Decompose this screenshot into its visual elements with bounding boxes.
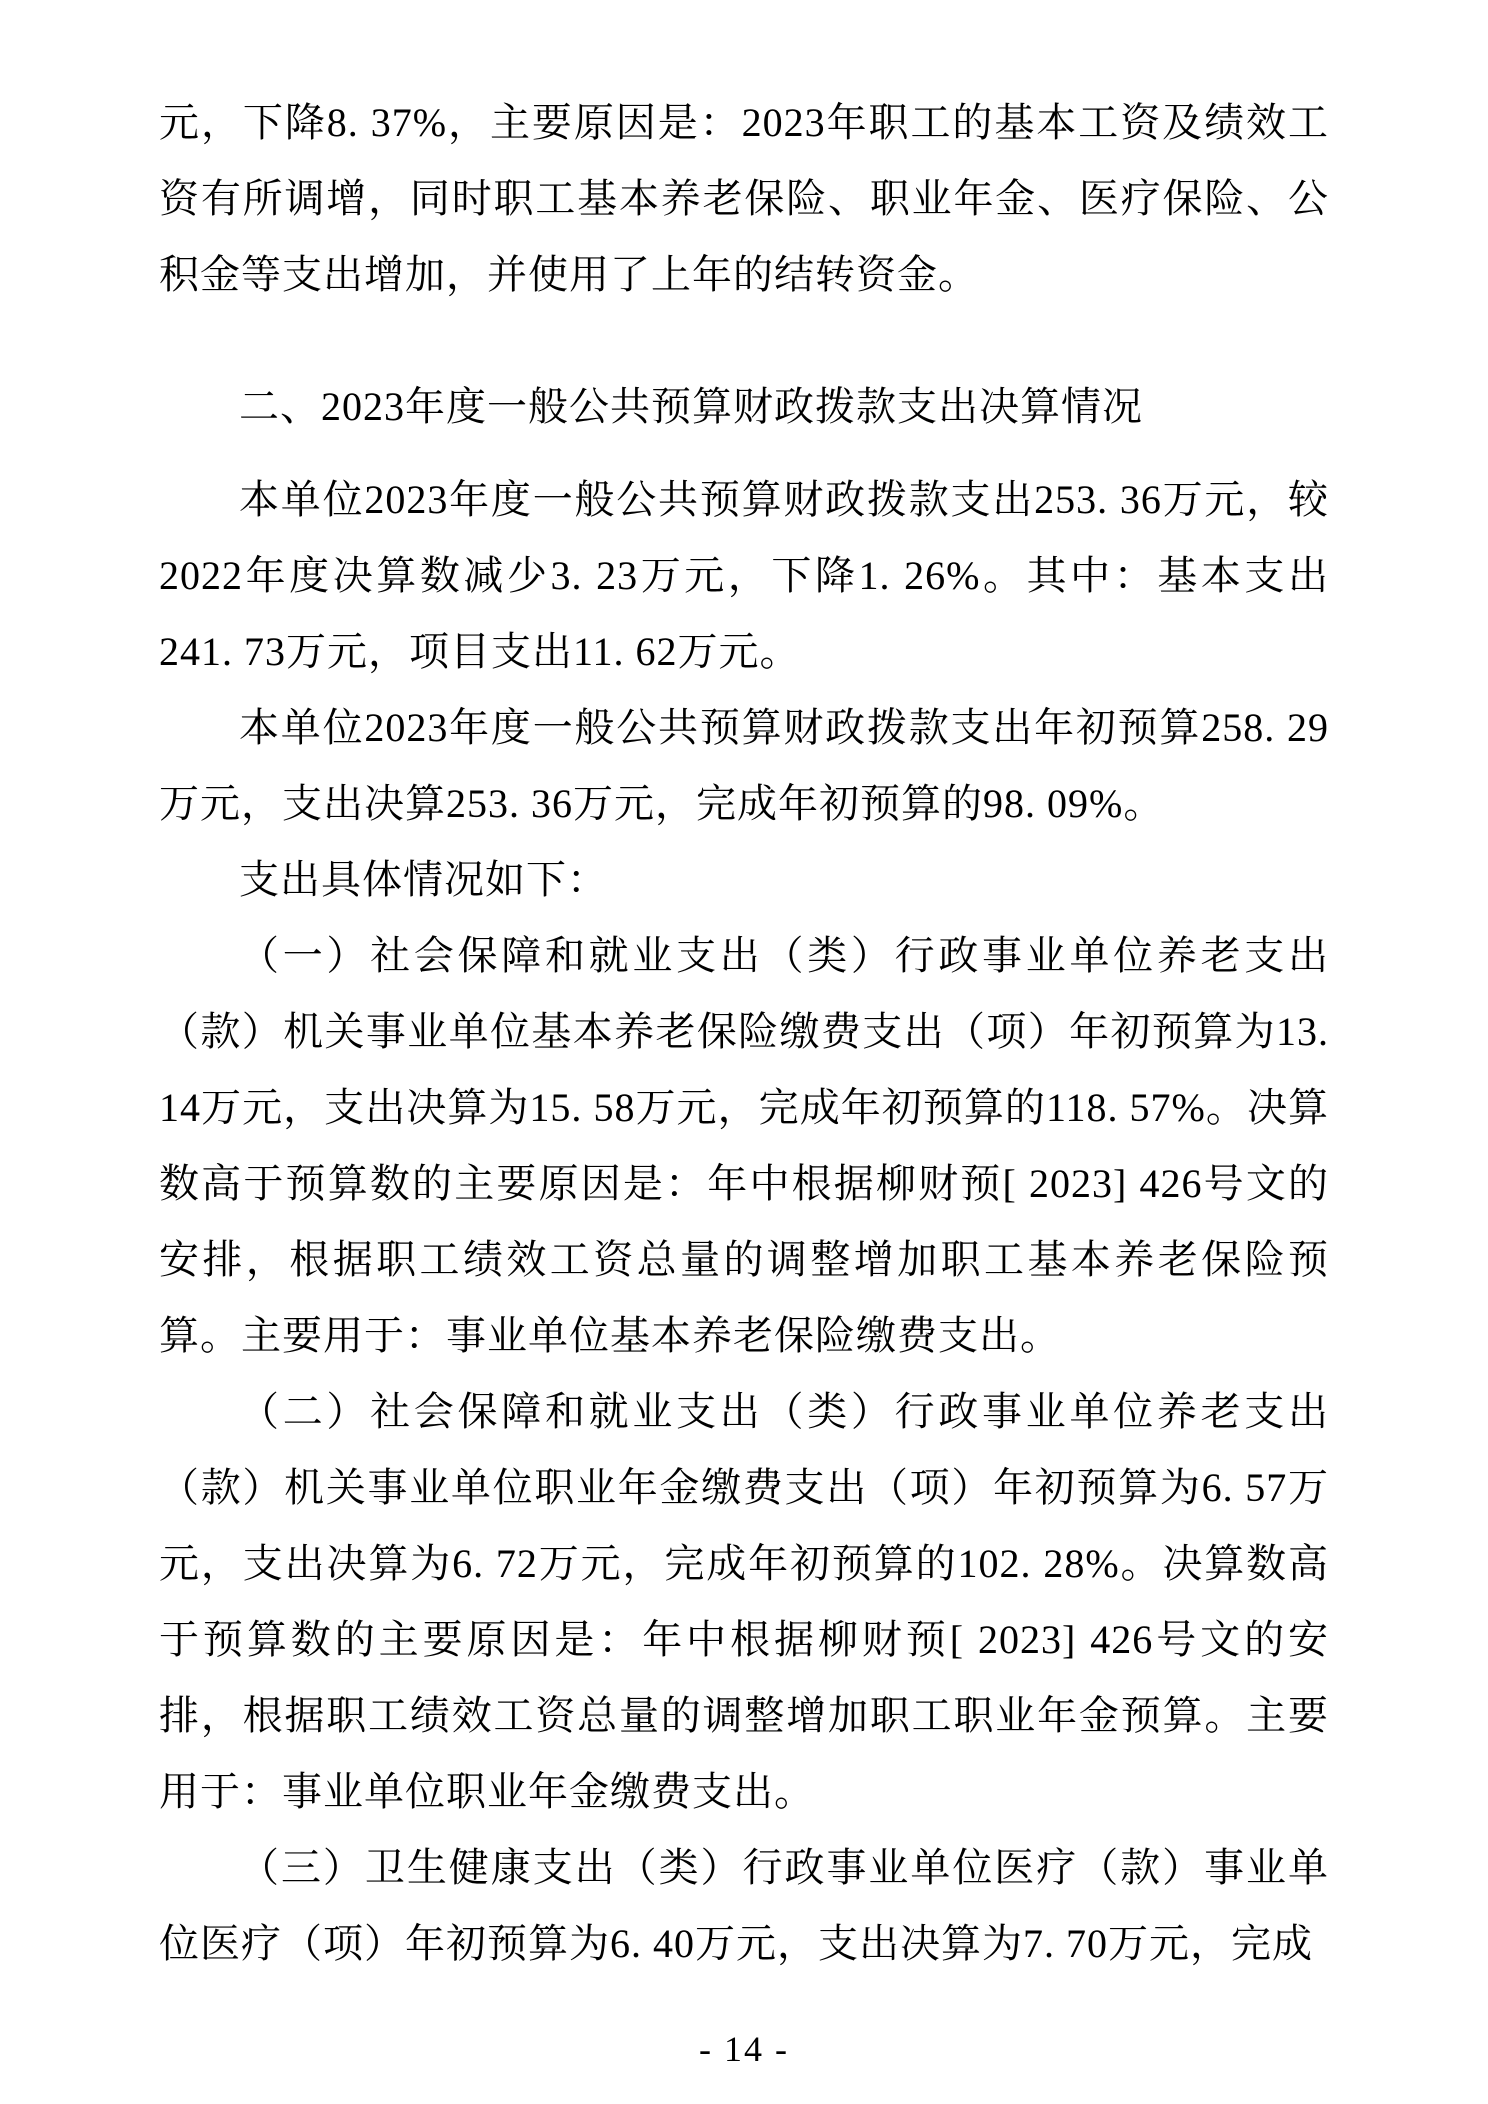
paragraph-expenditure-total: 本单位2023年度一般公共预算财政拨款支出253. 36万元，较2022年度决算数减少3. 23万元，下降1. 26%。其中：基本支出241. 73万元，项目支出11. 62万元。 bbox=[159, 477, 1329, 674]
document-content bbox=[159, 85, 1329, 1982]
section-heading: 二、2023年度一般公共预算财政拨款支出决算情况 bbox=[239, 384, 1143, 429]
page-number: - 14 - bbox=[699, 2029, 789, 2069]
paragraph-item-3: （三）卫生健康支出（类）行政事业单位医疗（款）事业单位医疗（项）年初预算为6. 40万元，支出决算为7. 70万元，完成 bbox=[159, 1845, 1329, 1966]
paragraph-budget-completion: 本单位2023年度一般公共预算财政拨款支出年初预算258. 29万元，支出决算253. 36万元，完成年初预算的98. 09%。 bbox=[159, 705, 1329, 826]
paragraph-item-1: （一）社会保障和就业支出（类）行政事业单位养老支出（款）机关事业单位基本养老保险缴费支出（项）年初预算为13. 14万元，支出决算为15. 58万元，完成年初预算的118. 57%。决算数高于预算数的主要原因是：年中根据柳财预[ 2023] 426号文的安排，根据职工绩效工资总量的调整增加职工基本养老保险预算。主要用于：事业单位基本养老保险缴费支出。 bbox=[159, 933, 1329, 1358]
paragraph-item-2: （二）社会保障和就业支出（类）行政事业单位养老支出（款）机关事业单位职业年金缴费支出（项）年初预算为6. 57万元，支出决算为6. 72万元，完成年初预算的102. 28%。决算数高于预算数的主要原因是：年中根据柳财预[ 2023] 426号文的安排，根据职工绩效工资总量的调整增加职工职业年金预算。主要用于：事业单位职业年金缴费支出。 bbox=[159, 1389, 1329, 1814]
paragraph-carryover: 元，下降8. 37%，主要原因是：2023年职工的基本工资及绩效工资有所调增，同时职工基本养老保险、职业年金、医疗保险、公积金等支出增加，并使用了上年的结转资金。 bbox=[159, 100, 1329, 297]
paragraph-details-intro: 支出具体情况如下： bbox=[239, 857, 608, 902]
